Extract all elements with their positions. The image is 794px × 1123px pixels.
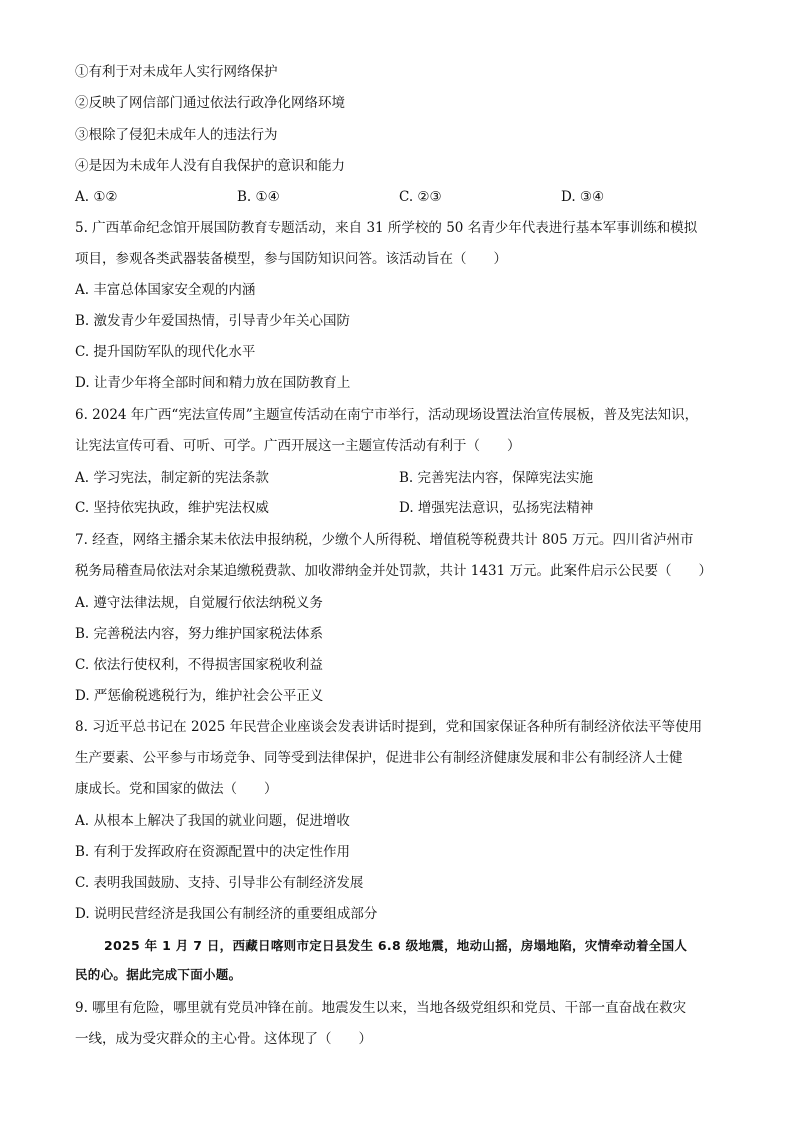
q4-option-d: D. ③④ <box>561 189 605 205</box>
q7-stem-line-2: 税务局稽查局依法对余某追缴税费款、加收滞纳金并处罚款，共计 1431 万元。此案件启示公民要（ ） <box>75 563 712 579</box>
q4-statement-2: ②反映了网信部门通过依法行政净化网络环境 <box>75 95 345 111</box>
q6-option-b: B. 完善宪法内容，保障宪法实施 <box>399 470 594 486</box>
q4-statement-4: ④是因为未成年人没有自我保护的意识和能力 <box>75 158 345 174</box>
q7-stem-line-1: 7. 经查，网络主播余某未依法申报纳税，少缴个人所得税、增值税等税费共计 805 万元。四川省泸州市 <box>75 532 694 548</box>
q6-option-a: A. 学习宪法，制定新的宪法条款 <box>75 470 269 486</box>
q6-option-c: C. 坚持依宪执政，维护宪法权威 <box>75 500 269 516</box>
q4-statement-3: ③根除了侵犯未成年人的违法行为 <box>75 127 278 143</box>
material-line-1: 2025 年 1 月 7 日，西藏日喀则市定日县发生 6.8 级地震，地动山摇，房塌地陷，灾情牵动着全国人 <box>104 938 688 953</box>
q9-stem-line-1: 9. 哪里有危险，哪里就有党员冲锋在前。地震发生以来，当地各级党组织和党员、干部一直奋战在救灾 <box>75 1000 687 1016</box>
q8-stem-line-3: 康成长。党和国家的做法（ ） <box>75 781 278 797</box>
q5-stem-line-2: 项目，参观各类武器装备模型，参与国防知识问答。该活动旨在（ ） <box>75 251 507 267</box>
q5-option-b: B. 激发青少年爱国热情，引导青少年关心国防 <box>75 313 351 329</box>
q5-option-d: D. 让青少年将全部时间和精力放在国防教育上 <box>75 375 351 391</box>
q4-option-a: A. ①② <box>75 189 118 205</box>
q8-stem-line-2: 生产要素、公平参与市场竞争、同等受到法律保护，促进非公有制经济健康发展和非公有制经济人士健 <box>75 750 683 766</box>
q6-stem-line-1: 6. 2024 年广西“宪法宣传周”主题宣传活动在南宁市举行，活动现场设置法治宣传展板，普及宪法知识， <box>75 407 699 423</box>
material-line-2: 民的心。据此完成下面小题。 <box>75 967 242 982</box>
q8-option-a: A. 从根本上解决了我国的就业问题，促进增收 <box>75 813 350 829</box>
q8-option-d: D. 说明民营经济是我国公有制经济的重要组成部分 <box>75 906 378 922</box>
q7-option-d: D. 严惩偷税逃税行为，维护社会公平正义 <box>75 688 324 704</box>
q8-stem-line-1: 8. 习近平总书记在 2025 年民营企业座谈会发表讲话时提到，党和国家保证各种所有制经济依法平等使用 <box>75 719 703 735</box>
q4-option-b: B. ①④ <box>237 189 280 205</box>
q5-stem-line-1: 5. 广西革命纪念馆开展国防教育专题活动，来自 31 所学校的 50 名青少年代表进行基本军事训练和模拟 <box>75 220 698 236</box>
q7-option-c: C. 依法行使权利，不得损害国家税收利益 <box>75 657 323 673</box>
q5-option-c: C. 提升国防军队的现代化水平 <box>75 344 256 360</box>
q8-option-b: B. 有利于发挥政府在资源配置中的决定性作用 <box>75 844 351 860</box>
q4-option-c: C. ②③ <box>399 189 442 205</box>
q6-stem-line-2: 让宪法宣传可看、可听、可学。广西开展这一主题宣传活动有利于（ ） <box>75 438 521 454</box>
q7-option-a: A. 遵守法律法规，自觉履行依法纳税义务 <box>75 595 323 611</box>
q8-option-c: C. 表明我国鼓励、支持、引导非公有制经济发展 <box>75 875 364 891</box>
q4-statement-1: ①有利于对未成年人实行网络保护 <box>75 64 278 80</box>
q7-option-b: B. 完善税法内容，努力维护国家税法体系 <box>75 626 324 642</box>
q6-option-d: D. 增强宪法意识，弘扬宪法精神 <box>399 500 594 516</box>
q9-stem-line-2: 一线，成为受灾群众的主心骨。这体现了（ ） <box>75 1031 372 1047</box>
q5-option-a: A. 丰富总体国家安全观的内涵 <box>75 282 256 298</box>
